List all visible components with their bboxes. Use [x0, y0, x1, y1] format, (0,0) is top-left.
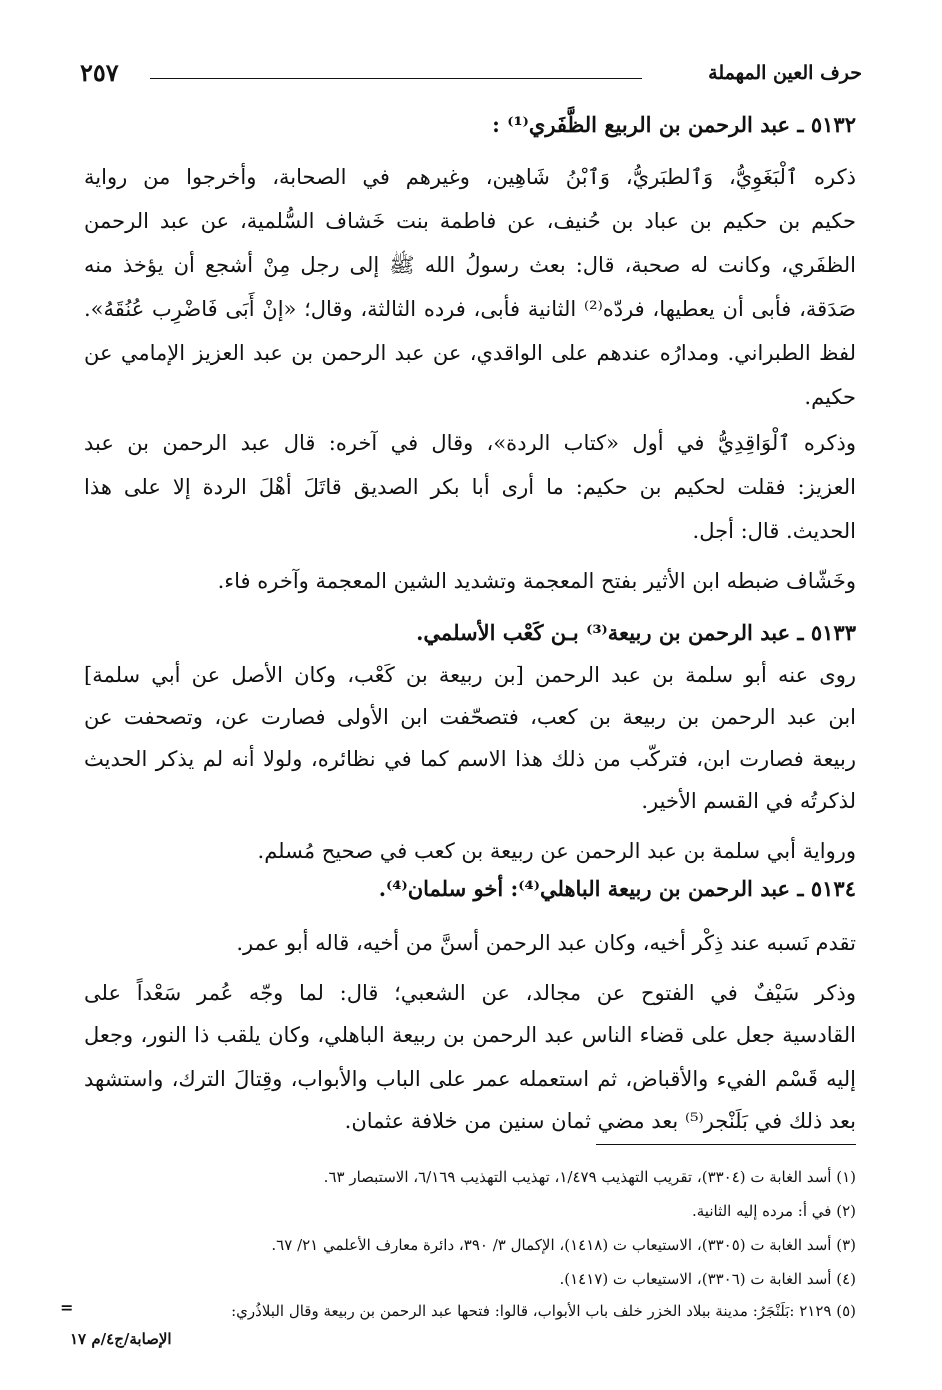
entry-heading-5132: ٥١٣٢ ـ عبد الرحمن بن الربيع الظَّفَري⁽¹⁾ :	[492, 112, 856, 137]
header-rule	[150, 78, 642, 79]
body-line: وخَشّاف ضبطه ابن الأثير بفتح المعجمة وتشديد الشين المعجمة وآخره فاء.	[217, 569, 856, 593]
body-line: القادسية جعل على قضاء الناس عبد الرحمن بن ربيعة الباهلي، وكان يلقب ذا النور، وجعل	[84, 1023, 856, 1047]
body-line: صَدَقة، فأبى أن يعطيها، فردّه⁽²⁾ الثانية فأبى، فرده الثالثة، وقال؛ «إنْ أَبَى فَاضْرِب عُنُقَهُ».	[84, 297, 856, 321]
body-line: ربيعة فصارت ابن، فتركّب من ذلك هذا الاسم كما في نظائره، ولولا أنه لم يذكر الحديث	[84, 747, 856, 771]
body-line: العزيز: فقلت لحكيم بن حكيم: ما أرى أبا بكر الصديق قاتَلَ أهْلَ الردة إلا على هذا	[84, 475, 856, 499]
body-line: الحديث. قال: أجل.	[692, 519, 856, 543]
entry-heading-5133: ٥١٣٣ ـ عبد الرحمن بن ربيعة⁽³⁾ بـن كَعْب الأسلمي.	[416, 620, 856, 645]
body-line: تقدم نَسبه عند ذِكْر أخيه، وكان عبد الرحمن أسنَّ من أخيه، قاله أبو عمر.	[236, 931, 856, 955]
body-line: ذكره ٱلْبَغَوِيُّ، وَٱلطبَريُّ، وَٱبْنُ شَاهِين، وغيرهم في الصحابة، وأخرجوا من رواية	[84, 165, 856, 189]
page-number: ٢٥٧	[80, 58, 119, 87]
body-line: ابن عبد الرحمن بن ربيعة بن كعب، فتصحّفت ابن الأولى فصارت عن، وتصحفت عن	[84, 705, 856, 729]
body-line: لفظ الطبراني. ومدارُه عندهم على الواقدي، عن عبد الرحمن بن عبد العزيز الإمامي عن	[84, 341, 856, 365]
body-line: وذكره ٱلْوَاقِدِيُّ في أول «كتاب الردة»، وقال في آخره: قال عبد الرحمن بن عبد	[84, 431, 856, 455]
signature-mark: الإصابة/ج٤/م ١٧	[70, 1330, 172, 1348]
footnote-rule	[596, 1144, 856, 1145]
body-line: بعد ذلك في بَلَنْجر⁽⁵⁾ بعد مضي ثمان سنين من خلافة عثمان.	[344, 1109, 856, 1133]
footnote-2: (٢) في أ: مرده إليه الثانية.	[691, 1202, 856, 1220]
running-header: حرف العين المهملة	[708, 62, 862, 84]
continuation-mark: =	[60, 1298, 74, 1317]
entry-heading-5134: ٥١٣٤ ـ عبد الرحمن بن ربيعة الباهلي⁽⁴⁾: أخو سلمان⁽⁴⁾.	[378, 876, 856, 901]
body-line: روى عنه أبو سلمة بن عبد الرحمن [بن ربيعة بن كَعْب، وكان الأصل عن أبي سلمة]	[84, 663, 856, 687]
footnote-3: (٣) أسد الغابة ت (٣٣٠٥)، الاستيعاب ت (١٤١٨)، الإكمال ٣/ ٣٩٠، دائرة معارف الأعلمي ٢١/ ٦٧.	[271, 1236, 856, 1254]
footnote-5: (٥) ٢١٢٩ :بَلَنْجَرُ: مدينة ببلاد الخزر خلف باب الأبواب، قالوا: فتحها عبد الرحمن بن ربيعة وقال البلاذُري:	[231, 1302, 856, 1320]
footnote-1: (١) أسد الغابة ت (٣٣٠٤)، تقريب التهذيب ١/٤٧٩، تهذيب التهذيب ٦/١٦٩، الاستبصار ٦٣.	[323, 1168, 856, 1186]
body-line: حكيم.	[804, 385, 856, 409]
body-line: ورواية أبي سلمة بن عبد الرحمن عن ربيعة بن كعب في صحيح مُسلم.	[257, 839, 856, 863]
body-line: الظفَري، وكانت له صحبة، قال: بعث رسولُ الله ﷺ إلى رجل مِنْ أشجع أن يؤخذ منه	[84, 253, 856, 277]
body-line: إليه قَسْم الفيء والأقباض، ثم استعمله عمر على الباب والأبواب، وقِتالَ الترك، واستشهد	[84, 1067, 856, 1091]
body-line: حكيم بن حكيم بن عباد بن حُنيف، عن فاطمة بنت خَشاف السُّلمية، عن عبد الرحمن	[84, 209, 856, 233]
body-line: وذكر سَيْفٌ في الفتوح عن مجالد، عن الشعبي؛ قال: لما وجّه عُمر سَعْداً على	[84, 981, 856, 1005]
body-line: لذكرتُه في القسم الأخير.	[641, 789, 856, 813]
footnote-4: (٤) أسد الغابة ت (٣٣٠٦)، الاستيعاب ت (١٤١٧).	[559, 1270, 856, 1288]
